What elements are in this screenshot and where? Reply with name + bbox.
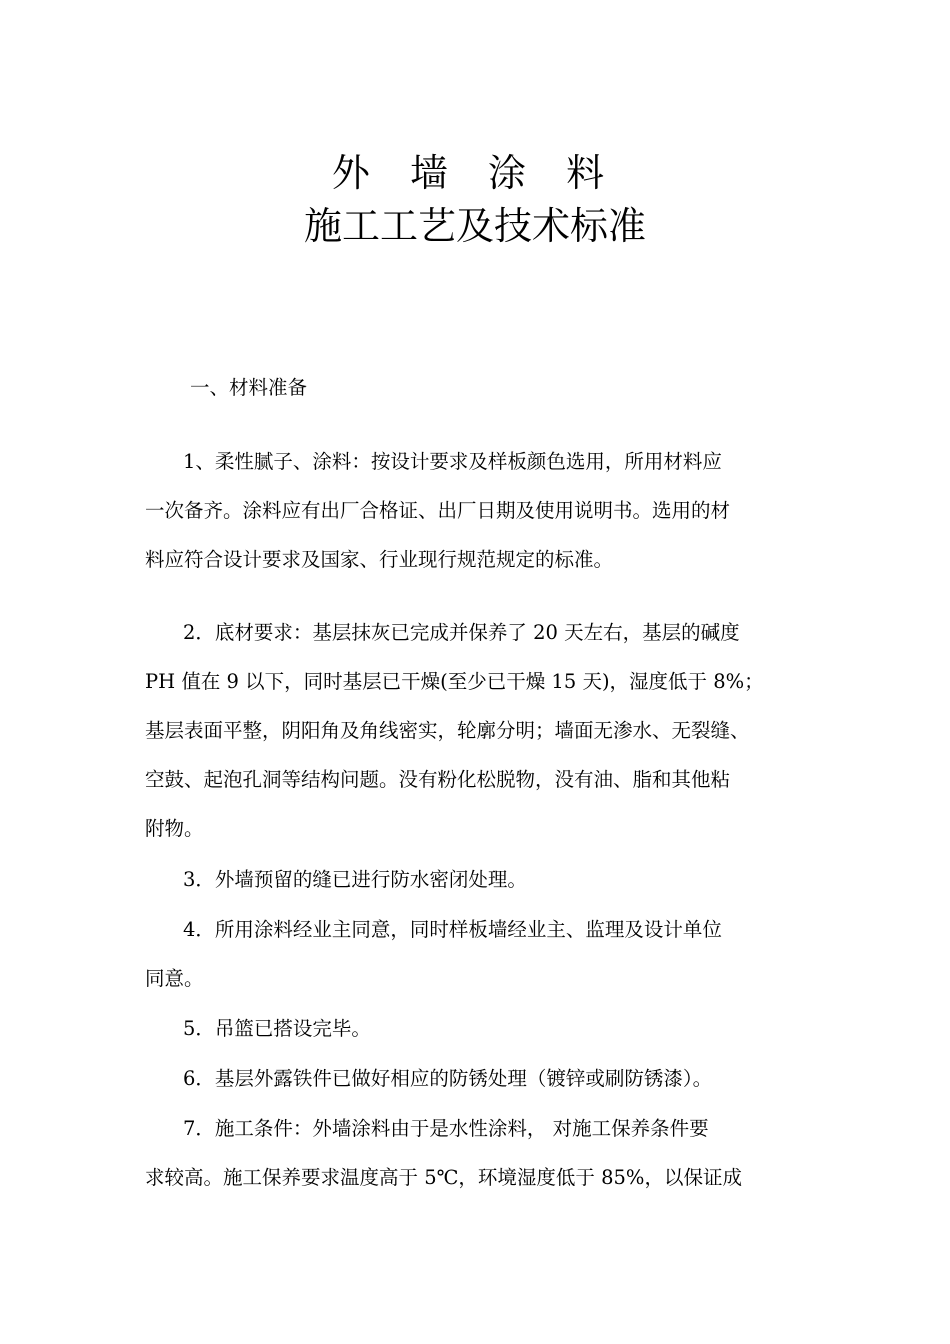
paragraph-line: PH 值在 9 以下，同时基层已干燥(至少已干燥 15 天)，湿度低于 8%； <box>145 670 764 693</box>
paragraph-line: 空鼓、起泡孔洞等结构问题。没有粉化松脱物，没有油、脂和其他粘 <box>145 768 731 791</box>
paragraph-line: 求较高。施工保养要求温度高于 5℃，环境湿度低于 85%，以保证成 <box>145 1166 742 1189</box>
paragraph-line: 6．基层外露铁件已做好相应的防锈处理（镀锌或刷防锈漆）。 <box>183 1067 713 1090</box>
paragraph-line: 3．外墙预留的缝已进行防水密闭处理。 <box>183 868 527 891</box>
paragraph-line: 7．施工条件：外墙涂料由于是水性涂料， 对施工保养条件要 <box>183 1117 709 1140</box>
paragraph-line: 基层表面平整，阴阳角及角线密实，轮廓分明；墙面无渗水、无裂缝、 <box>145 719 750 742</box>
paragraph-line: 2．底材要求：基层抹灰已完成并保养了 20 天左右，基层的碱度 <box>183 621 740 644</box>
paragraph-line: 一次备齐。涂料应有出厂合格证、出厂日期及使用说明书。选用的材 <box>145 499 731 522</box>
paragraph-line: 料应符合设计要求及国家、行业现行规范规定的标准。 <box>145 548 614 571</box>
paragraph-line: 1、柔性腻子、涂料：按设计要求及样板颜色选用，所用材料应 <box>183 450 722 473</box>
paragraph-line: 4．所用涂料经业主同意，同时样板墙经业主、监理及设计单位 <box>183 918 722 941</box>
document-title-line1: 外 墙 涂 料 <box>331 151 619 195</box>
document-title-line2: 施工工艺及技术标准 <box>303 204 646 248</box>
paragraph-line: 同意。 <box>145 967 204 990</box>
section-heading: 一、材料准备 <box>190 376 308 399</box>
paragraph-line: 附物。 <box>145 817 204 840</box>
paragraph-line: 5．吊篮已搭设完毕。 <box>183 1017 371 1040</box>
